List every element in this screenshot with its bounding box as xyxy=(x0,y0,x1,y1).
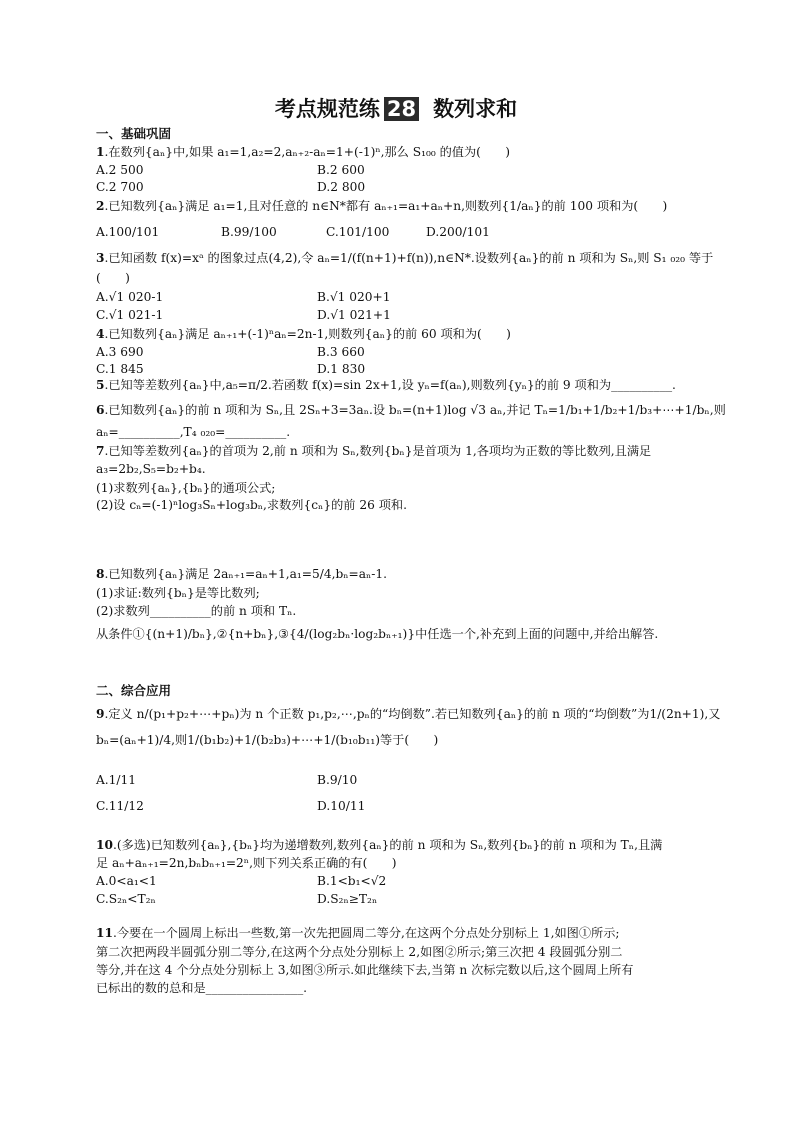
question-7-line2: a₃=2b₂,S₅=b₂+b₄. xyxy=(96,462,206,476)
question-stem: .已知等差数列{aₙ}的首项为 2,前 n 项和为 Sₙ,数列{bₙ}是首项为 1,各项均为正数的等比数列,且满足 xyxy=(104,444,652,458)
option-row xyxy=(96,361,366,377)
option-a: A.2 500 xyxy=(96,163,144,177)
question-number: 5 xyxy=(96,378,105,392)
question-number: 7 xyxy=(96,444,105,458)
option-d: D.200/101 xyxy=(426,225,490,239)
question-stem: .已知数列{aₙ}满足 2aₙ₊₁=aₙ+1,a₁=5/4,bₙ=aₙ-1. xyxy=(104,567,388,581)
question-stem: .在数列{aₙ}中,如果 a₁=1,a₂=2,aₙ₊₂-aₙ=1+(-1)ⁿ,那么 S₁₀₀ 的值为( ) xyxy=(104,145,511,159)
question-5 xyxy=(96,377,676,393)
option-row xyxy=(96,873,387,889)
question-stem: .已知数列{aₙ}的前 n 项和为 Sₙ,且 2Sₙ+3=3aₙ.设 bₙ=(n+1)log √3 aₙ,并记 Tₙ=1/b₁+1/b₂+1/b₃+⋯+1/bₙ,则 xyxy=(104,403,726,417)
question-3 xyxy=(96,250,713,266)
question-6-line2: aₙ=__________,T₄ ₀₂₀=__________. xyxy=(96,425,291,439)
option-a: A.100/101 xyxy=(96,225,160,239)
question-number: 2 xyxy=(96,199,105,213)
option-c: C.2 700 xyxy=(96,180,144,194)
question-stem: .定义 n/(p₁+p₂+⋯+pₙ)为 n 个正数 p₁,p₂,⋯,pₙ的“均倒数”.若已知数列{aₙ}的前 n 项的“均倒数”为1/(2n+1),又 xyxy=(104,707,721,721)
option-c: C.√1 021-1 xyxy=(96,308,164,322)
question-9 xyxy=(96,706,720,722)
question-number: 4 xyxy=(96,327,105,341)
question-11-line2: 第二次把两段半圆弧分别二等分,在这两个分点处分别标上 2,如图②所示;第三次把 4 段圆弧分别二 xyxy=(96,945,623,959)
option-row xyxy=(96,344,365,360)
option-c: C.1 845 xyxy=(96,362,144,376)
option-row xyxy=(96,798,366,814)
question-stem: .(多选)已知数列{aₙ},{bₙ}均为递增数列,数列{aₙ}的前 n 项和为 Sₙ,数列{bₙ}的前 n 项和为 Tₙ,且满 xyxy=(112,838,663,852)
option-c: C.11/12 xyxy=(96,799,144,813)
question-11 xyxy=(96,925,620,941)
title-prefix: 考点规范练 xyxy=(274,97,380,121)
option-b: B.9/10 xyxy=(317,773,358,787)
option-row xyxy=(96,224,490,240)
question-stem: .已知数列{aₙ}满足 aₙ₊₁+(-1)ⁿaₙ=2n-1,则数列{aₙ}的前 60 项和为( ) xyxy=(104,327,511,341)
section-heading-basic: 一、基础巩固 xyxy=(96,126,172,141)
option-row xyxy=(96,891,378,907)
option-a: A.0<a₁<1 xyxy=(96,874,157,888)
option-b: B.3 660 xyxy=(317,345,365,359)
option-a: A.1/11 xyxy=(96,773,137,787)
question-number: 1 xyxy=(96,145,105,159)
question-8-conditions: 从条件①{(n+1)/bₙ},②{n+bₙ},③{4/(log₂bₙ·log₂bₙ₊₁)}中任选一个,补充到上面的问题中,并给出解答. xyxy=(96,627,659,641)
answer-paren: ( ) xyxy=(96,271,130,285)
option-d: D.√1 021+1 xyxy=(317,308,391,322)
question-number: 11 xyxy=(96,926,113,940)
option-b: B.√1 020+1 xyxy=(317,290,391,304)
question-stem: .已知等差数列{aₙ}中,a₅=π/2.若函数 f(x)=sin 2x+1,设 yₙ=f(aₙ),则数列{yₙ}的前 9 项和为__________. xyxy=(104,378,676,392)
option-row xyxy=(96,179,366,195)
option-b: B.1<b₁<√2 xyxy=(317,874,387,888)
option-row xyxy=(96,772,358,788)
question-number: 9 xyxy=(96,707,105,721)
option-d: D.10/11 xyxy=(317,799,366,813)
option-row xyxy=(96,307,391,323)
option-c: C.S₂ₙ<T₂ₙ xyxy=(96,892,156,906)
option-b: B.99/100 xyxy=(221,225,277,239)
option-a: A.√1 020-1 xyxy=(96,290,164,304)
question-number: 8 xyxy=(96,567,105,581)
question-stem: .今要在一个圆周上标出一些数,第一次先把圆周二等分,在这两个分点处分别标上 1,如图①所示; xyxy=(112,926,620,940)
option-row xyxy=(96,162,365,178)
question-number: 3 xyxy=(96,251,105,265)
question-8-part1: (1)求证:数列{bₙ}是等比数列; xyxy=(96,586,260,600)
question-10 xyxy=(96,837,662,853)
question-number: 10 xyxy=(96,838,113,852)
section-heading-comprehensive: 二、综合应用 xyxy=(96,683,172,698)
question-10-line2: 足 aₙ+aₙ₊₁=2n,bₙbₙ₊₁=2ⁿ,则下列关系正确的有( ) xyxy=(96,856,397,870)
question-9-line2: bₙ=(aₙ+1)/4,则1/(b₁b₂)+1/(b₂b₃)+⋯+1/(b₁₀b₁₁)等于( ) xyxy=(96,733,439,747)
title-suffix: 数列求和 xyxy=(433,97,518,121)
question-7 xyxy=(96,443,651,459)
question-7-part2: (2)设 cₙ=(-1)ⁿlog₃Sₙ+log₃bₙ,求数列{cₙ}的前 26 项和. xyxy=(96,498,407,512)
question-8 xyxy=(96,566,387,582)
question-4 xyxy=(96,326,511,342)
question-11-line3: 等分,并在这 4 个分点处分别标上 3,如图③所示.如此继续下去,当第 n 次标完数以后,这个圆周上所有 xyxy=(96,963,634,977)
option-d: D.2 800 xyxy=(317,180,366,194)
question-6 xyxy=(96,402,726,418)
option-d: D.S₂ₙ≥T₂ₙ xyxy=(317,892,378,906)
page-title xyxy=(0,93,792,123)
question-8-part2: (2)求数列__________的前 n 项和 Tₙ. xyxy=(96,604,297,618)
option-row xyxy=(96,289,391,305)
question-11-line4: 已标出的数的总和是________________. xyxy=(96,981,308,995)
option-a: A.3 690 xyxy=(96,345,144,359)
question-7-part1: (1)求数列{aₙ},{bₙ}的通项公式; xyxy=(96,481,276,495)
option-b: B.2 600 xyxy=(317,163,365,177)
question-2 xyxy=(96,198,667,214)
question-number: 6 xyxy=(96,403,105,417)
question-stem: .已知函数 f(x)=xᵃ 的图象过点(4,2),令 aₙ=1/(f(n+1)+f(n)),n∈N*.设数列{aₙ}的前 n 项和为 Sₙ,则 S₁ ₀₂₀ 等于 xyxy=(104,251,714,265)
option-d: D.1 830 xyxy=(317,362,366,376)
title-number: 28 xyxy=(384,97,419,121)
question-1 xyxy=(96,144,510,160)
option-c: C.101/100 xyxy=(326,225,390,239)
question-stem: .已知数列{aₙ}满足 a₁=1,且对任意的 n∈N*都有 aₙ₊₁=a₁+aₙ+n,则数列{1/aₙ}的前 100 项和为( ) xyxy=(104,199,668,213)
